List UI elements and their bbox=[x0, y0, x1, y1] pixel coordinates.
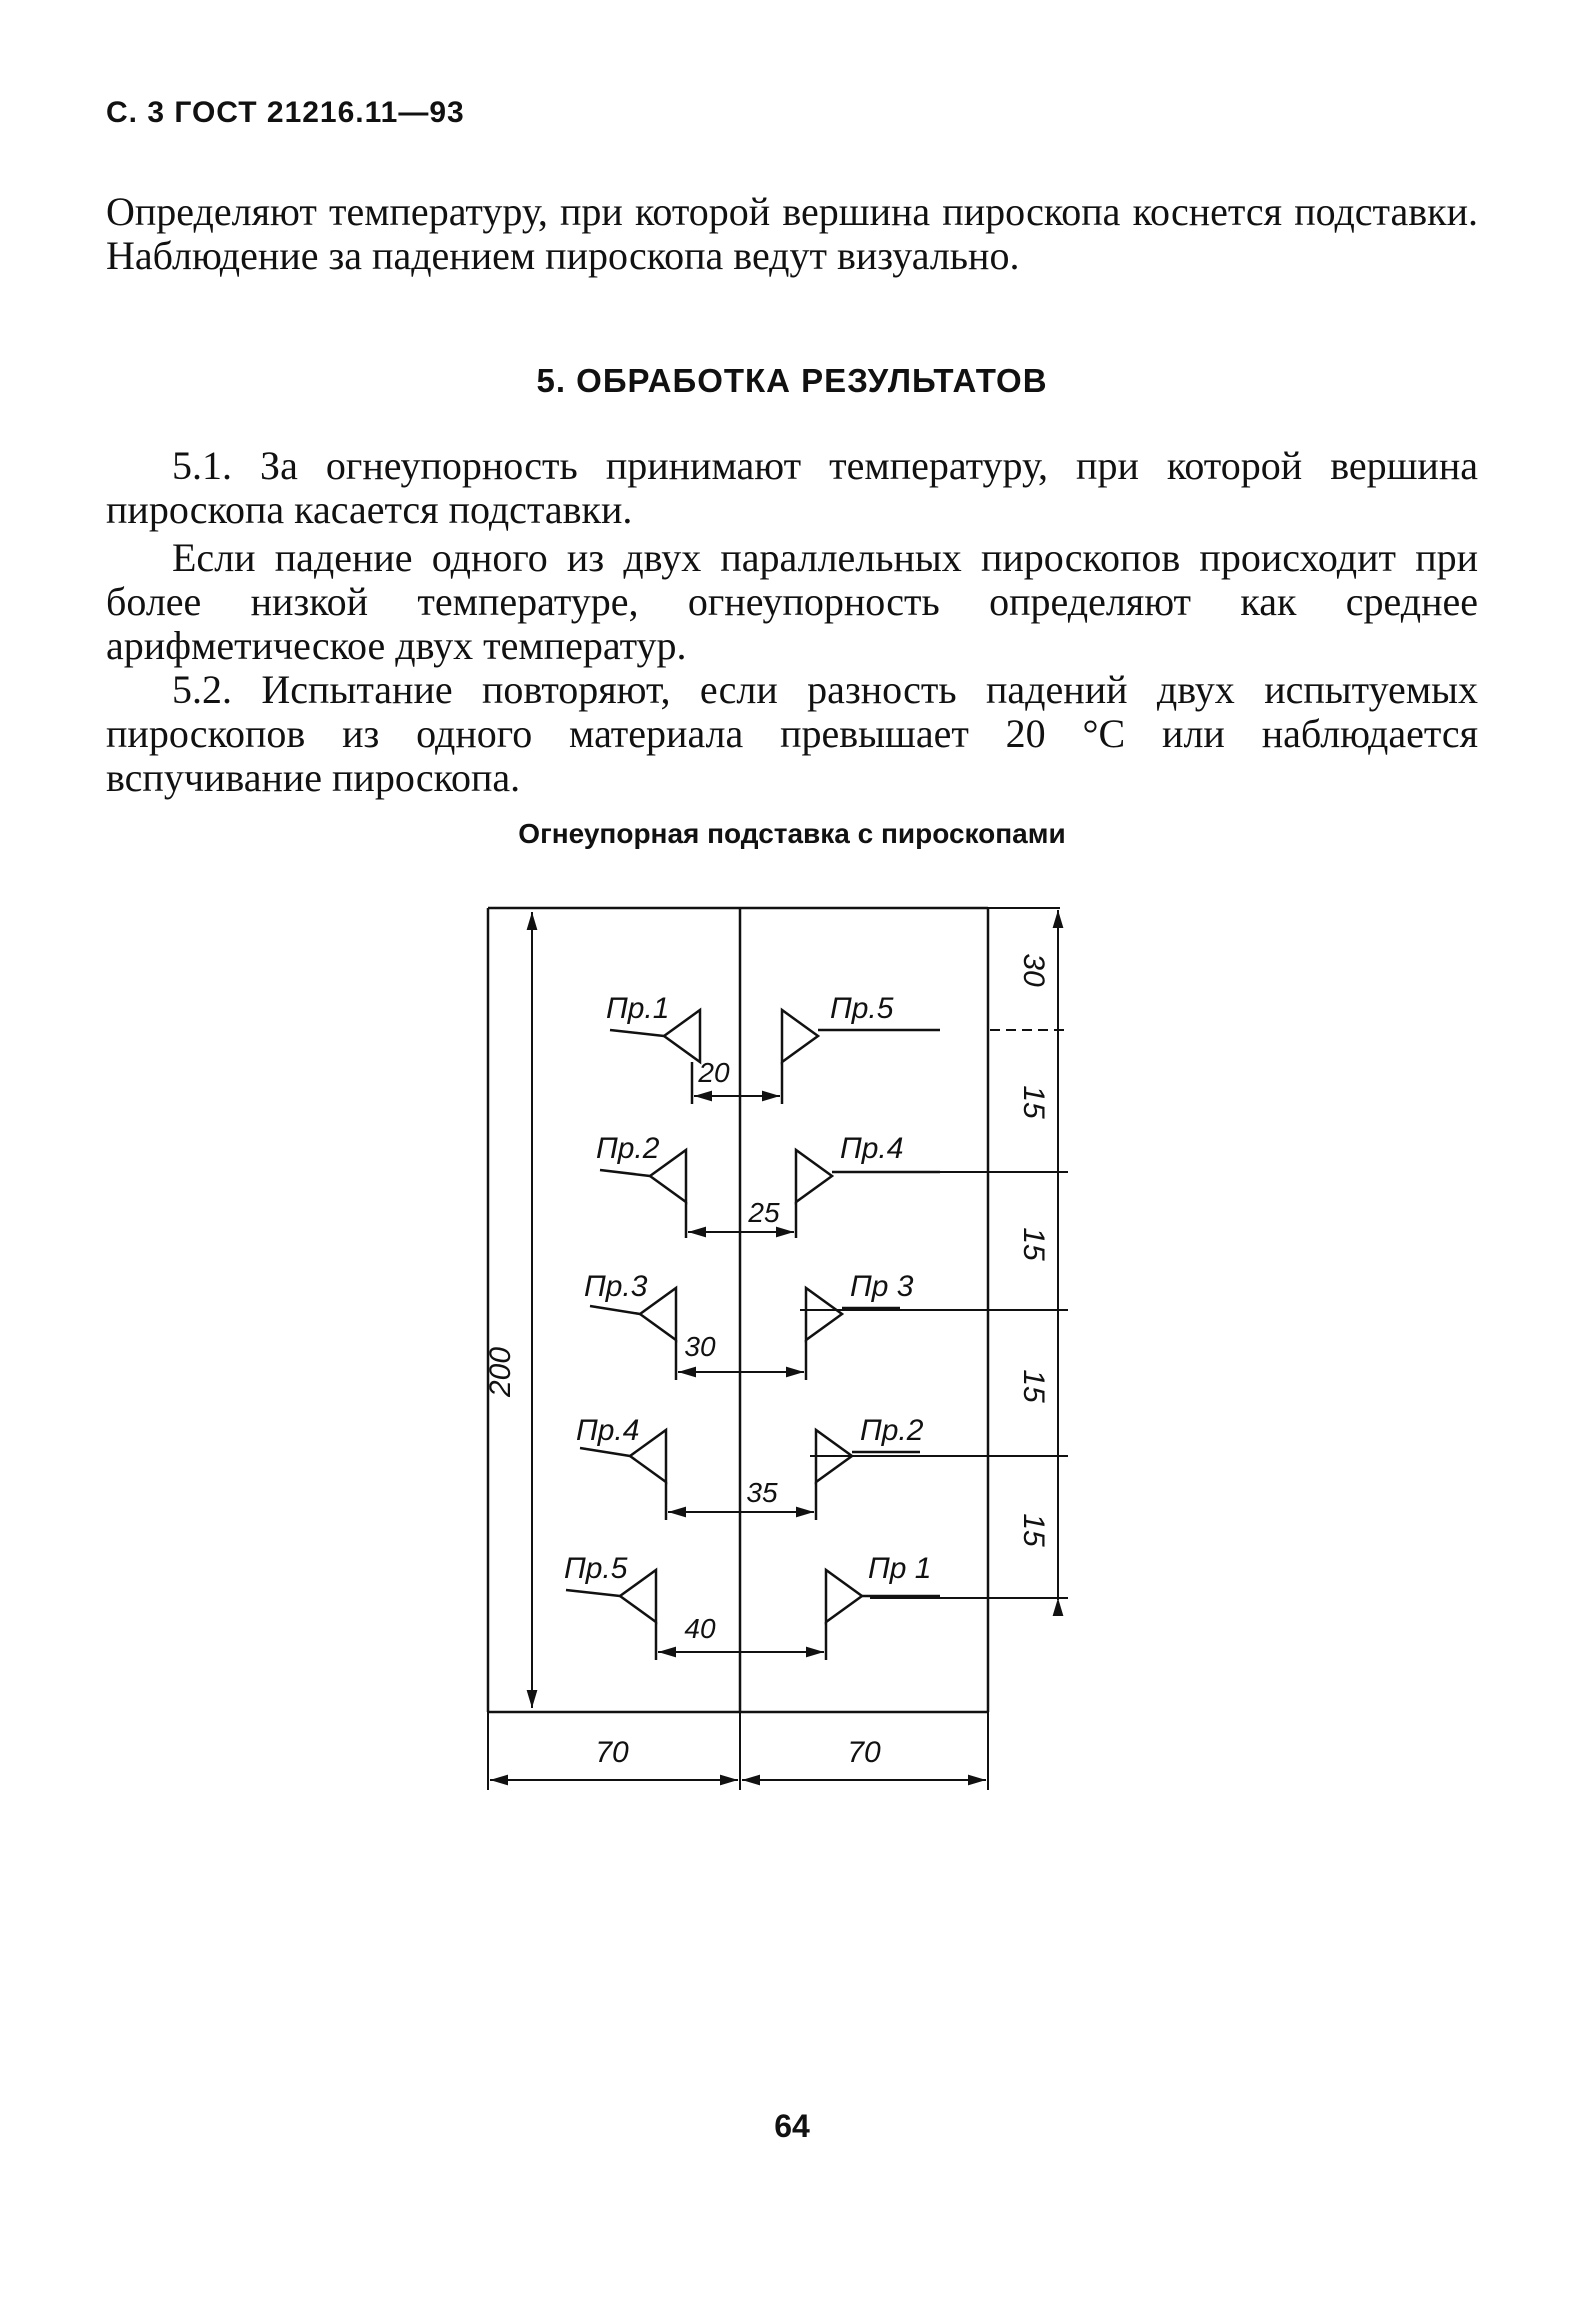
pyroscope-spacing-label: 25 bbox=[748, 1197, 780, 1228]
section-title: 5. ОБРАБОТКА РЕЗУЛЬТАТОВ bbox=[536, 362, 1048, 399]
paragraph-5-1: 5.1. За огнеупорность принимают температуру, при которой вершина пироскопа касается подставки. bbox=[106, 443, 1478, 532]
paragraph-parallel: Если падение одного из двух параллельных пироскопов происходит при более низкой температуре, огнеупорность определяют как среднее арифметическое двух температур. bbox=[106, 535, 1478, 668]
right-dimension-label: 30 bbox=[1017, 953, 1050, 987]
bottom-dimension-label: 70 bbox=[847, 1736, 881, 1769]
height-dimension-label: 200 bbox=[484, 1346, 517, 1398]
right-dimension-label: 15 bbox=[1017, 1369, 1050, 1403]
pyroscope-spacing-label: 30 bbox=[684, 1331, 716, 1362]
bottom-dimension-label: 70 bbox=[595, 1736, 629, 1769]
left-pyroscope-label: Пр.1 bbox=[606, 992, 670, 1025]
paragraph-5-2: 5.2. Испытание повторяют, если разность падений двух испытуемых пироскопов из одного материала превышает 20 °С или наблюдается вспучивание пироскопа. bbox=[106, 667, 1478, 800]
intro-paragraph: Определяют температуру, при которой вершина пироскопа коснется подставки. Наблюдение за падением пироскопа ведут визуально. bbox=[106, 189, 1478, 278]
left-pyroscope-label: Пр.4 bbox=[576, 1414, 640, 1447]
right-pyroscope-label: Пр.5 bbox=[830, 992, 894, 1025]
pyroscope-spacing-label: 20 bbox=[698, 1057, 730, 1088]
bottom-dimensions bbox=[488, 1712, 988, 1790]
pyroscope-spacing-label: 40 bbox=[684, 1613, 716, 1644]
right-dimension-label: 15 bbox=[1017, 1227, 1050, 1261]
document-header: С. 3 ГОСТ 21216.11—93 bbox=[106, 96, 465, 129]
right-pyroscope-label: Пр 1 bbox=[868, 1552, 932, 1585]
right-pyroscope-label: Пр.2 bbox=[860, 1414, 924, 1447]
figure-caption: Огнеупорная подставка с пироскопами bbox=[518, 818, 1066, 849]
right-pyroscope-label: Пр 3 bbox=[850, 1270, 914, 1303]
right-dimension-label: 15 bbox=[1017, 1513, 1050, 1547]
right-pyroscope-label: Пр.4 bbox=[840, 1132, 904, 1165]
left-pyroscope-label: Пр.2 bbox=[596, 1132, 660, 1165]
page-number: 64 bbox=[774, 2108, 810, 2144]
left-pyroscope-label: Пр.3 bbox=[584, 1270, 648, 1303]
pyroscope-spacing-label: 35 bbox=[746, 1477, 778, 1508]
left-pyroscope-label: Пр.5 bbox=[564, 1552, 628, 1585]
right-dimension-label: 15 bbox=[1017, 1085, 1050, 1119]
